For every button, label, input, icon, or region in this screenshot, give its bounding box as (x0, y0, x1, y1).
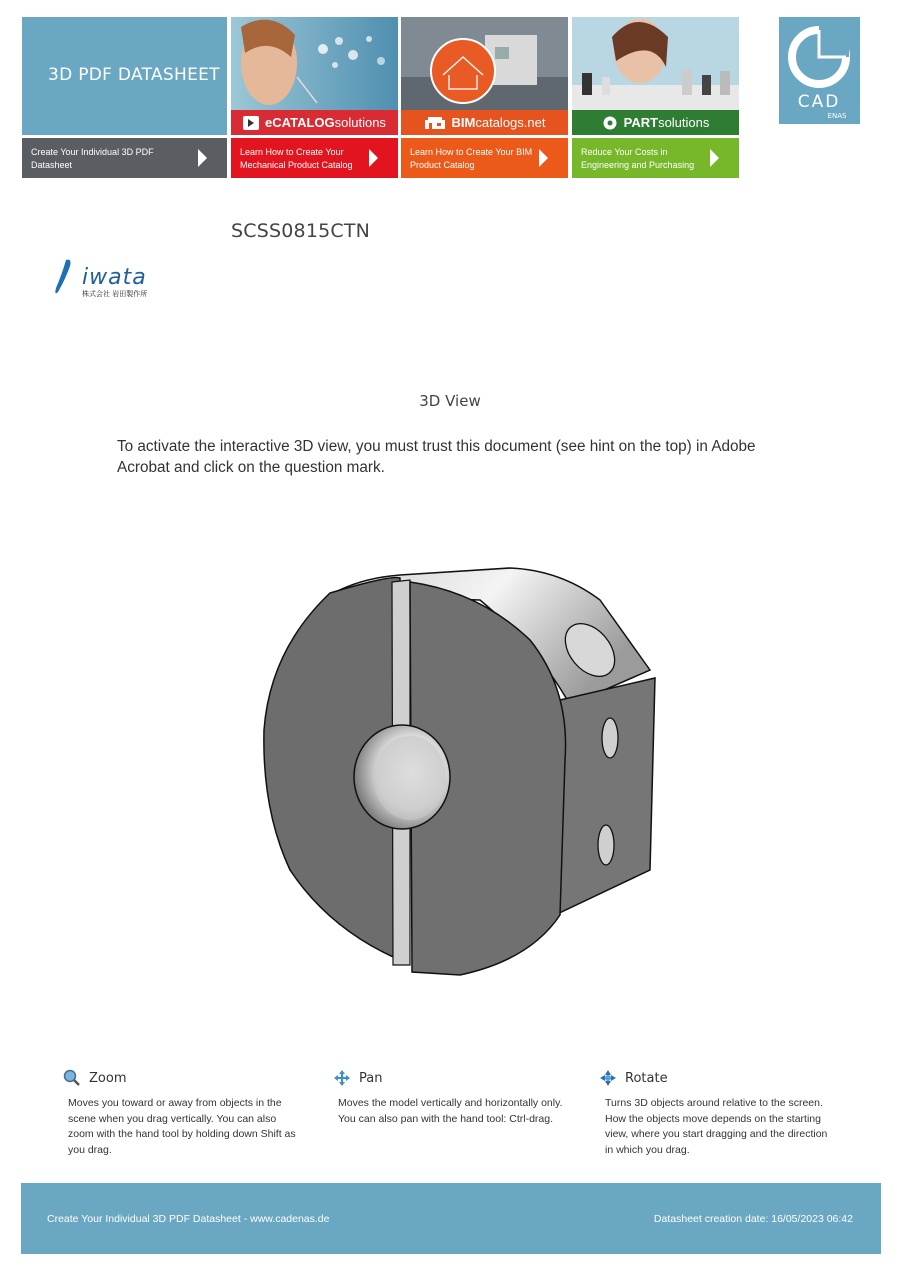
bim-photo (401, 17, 568, 110)
pan-heading (333, 1069, 382, 1087)
link-create-datasheet[interactable] (22, 138, 227, 178)
cadenas-logo-bottom: ENAS (827, 112, 847, 120)
arrow-right-icon (369, 149, 378, 167)
bim-brand-bar (401, 110, 568, 135)
footer-link[interactable]: Create Your Individual 3D PDF Datasheet - www.cadenas.de (47, 1213, 330, 1225)
building-icon (424, 116, 446, 130)
manufacturer-logo (52, 256, 172, 298)
view-title: 3D View (419, 392, 481, 410)
link-reduce-costs[interactable] (572, 138, 739, 178)
link-mechanical-catalog-line2: Mechanical Product Catalog (240, 159, 353, 170)
rotate-icon (599, 1069, 617, 1087)
link-reduce-costs-line1: Reduce Your Costs in (581, 147, 668, 157)
3d-model-view[interactable] (250, 560, 670, 985)
activation-hint: To activate the interactive 3D view, you must trust this document (see hint on the top) in Adobe Acrobat and click on the question mark. (117, 438, 756, 476)
zoom-heading (63, 1069, 126, 1087)
manufacturer-logo-name: iwata (82, 265, 147, 290)
part-photo (572, 17, 739, 110)
zoom-description: Moves you toward or away from objects in the scene when you drag vertically. You can also zoom with the hand tool by holding down Shift as you drag. (68, 1097, 296, 1156)
arrow-right-icon (539, 149, 548, 167)
datasheet-title-tile (22, 17, 227, 135)
arrow-right-icon (198, 149, 207, 167)
rotate-label: Rotate (625, 1070, 668, 1086)
rotate-heading (599, 1069, 668, 1087)
arrow-right-icon (710, 149, 719, 167)
link-create-datasheet-line2: Datasheet (31, 159, 73, 170)
zoom-label: Zoom (89, 1070, 127, 1086)
part-brand-light: solutions (658, 115, 710, 130)
creation-date: Datasheet creation date: 16/05/2023 06:42 (653, 1213, 853, 1225)
link-reduce-costs-line2: Engineering and Purchasing (581, 159, 695, 170)
bim-brand-bold: BIM (451, 115, 476, 130)
manufacturer-logo-subtitle: 株式会社 岩田製作所 (82, 290, 148, 298)
link-bim-catalog-line2: Product Catalog (410, 159, 475, 170)
pan-description: Moves the model vertically and horizontally only. You can also pan with the hand tool: Ctrl-drag. (338, 1097, 563, 1125)
ecatalog-photo (231, 17, 398, 110)
ecatalog-brand-bar (231, 110, 398, 135)
cadenas-logo-top: CAD (797, 92, 841, 112)
catalog-icon (243, 116, 259, 130)
ecatalog-brand-light: solutions (334, 115, 386, 130)
link-create-datasheet-line1: Create Your Individual 3D PDF (31, 147, 154, 157)
part-brand-bar (572, 110, 739, 135)
ecatalog-brand-bold: eCATALOG (265, 115, 335, 130)
part-number: SCSS0815CTN (231, 220, 371, 242)
cadenas-logo (779, 17, 860, 124)
link-mechanical-catalog[interactable] (231, 138, 398, 178)
rotate-description: Turns 3D objects around relative to the screen. How the objects move depends on the starting view, where you start dragging and the direction in which you drag. (605, 1097, 828, 1156)
link-bim-catalog[interactable] (401, 138, 568, 178)
pan-icon (333, 1069, 351, 1087)
link-bim-catalog-line1: Learn How to Create Your BIM (410, 147, 533, 157)
pan-label: Pan (359, 1070, 383, 1086)
bim-brand-light: catalogs.net (475, 115, 546, 130)
zoom-icon (63, 1069, 81, 1087)
footer (21, 1183, 881, 1254)
part-brand-bold: PART (623, 115, 659, 130)
datasheet-title: 3D PDF DATASHEET (48, 65, 220, 85)
gear-icon (602, 115, 618, 131)
link-mechanical-catalog-line1: Learn How to Create Your (240, 147, 344, 157)
